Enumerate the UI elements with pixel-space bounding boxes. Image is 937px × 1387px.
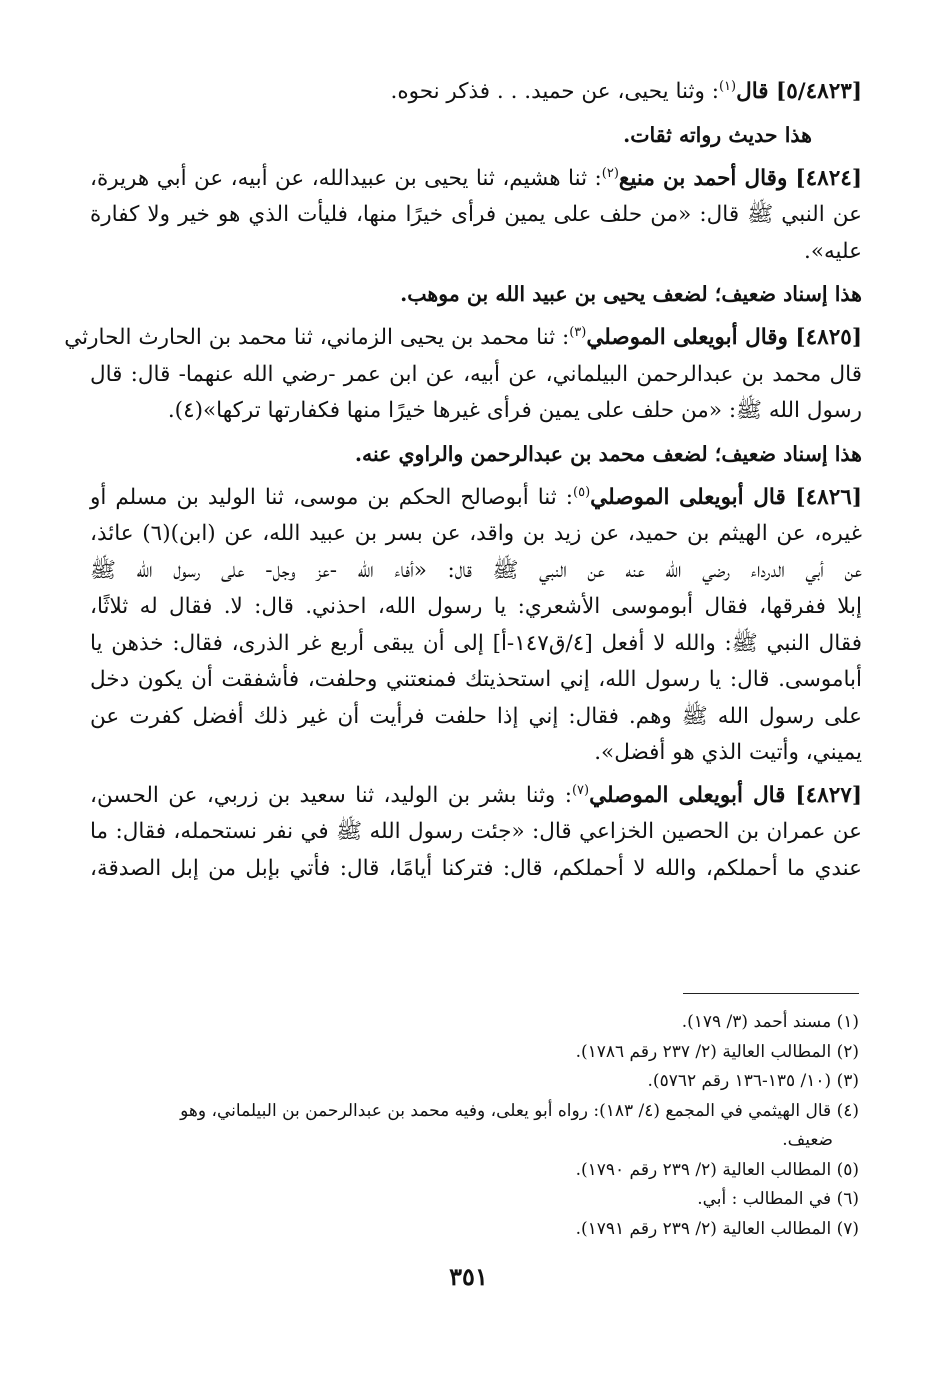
footnote-ref: (٢) xyxy=(601,165,619,181)
footnotes xyxy=(77,1008,859,1244)
grading-text: هذا إسناد ضعيف؛ لضعف محمد بن عبدالرحمن والراوي عنه. xyxy=(354,441,862,466)
footnote-ref: (٣) xyxy=(569,324,587,340)
text-line: على رسول الله ﷺ وهم. فقال: إني إذا حلفت فرأيت أن غير ذلك أفضل كفرت عن xyxy=(90,703,862,729)
grading-text: هذا حديث رواته ثقات. xyxy=(623,122,812,147)
hadith-lead: [٤٨٢٥] وقال أبويعلى الموصلي xyxy=(586,325,862,350)
footnote-5: (٥) المطالب العالية (٢/ ٢٣٩ رقم ١٧٩٠). xyxy=(575,1159,859,1180)
hadith-lead: [٤٨٢٧] قال أبويعلى الموصلي xyxy=(589,782,862,808)
hadith-lead: [٤٨٢٦] قال أبويعلى الموصلي xyxy=(590,484,862,510)
grading-note xyxy=(90,436,862,472)
footnote-6: (٦) في المطالب : أبي. xyxy=(697,1189,859,1209)
text-line: رسول الله ﷺ: «من حلف على يمين فرأى غيرها خيرًا منها فكفارتها تركها»(٤). xyxy=(167,398,862,423)
hadith-lead: [٥/٤٨٢٣] قال xyxy=(736,79,862,104)
text-line: عن أبي الدرداء رضي الله عنه عن النبي ﷺ قال: «أفاء الله -عز وجل- على رسول الله ﷺ xyxy=(90,557,862,583)
text-line: عندي ما أحملكم، والله لا أحملكم، قال: فتركنا أيامًا، قال: فأتي بإبل من إبل الصدقة، xyxy=(90,855,862,881)
hadith-lead: [٤٨٢٤] وقال أحمد بن منيع xyxy=(618,165,862,191)
hadith-4827 xyxy=(90,778,862,888)
line-text: : وثنا يحيى، عن حميد. . . فذكر نحوه. xyxy=(390,79,719,104)
grading-note xyxy=(90,117,862,153)
line-text: : ثنا محمد بن يحيى الزماني، ثنا محمد بن الحارث الحارثي xyxy=(64,325,570,350)
footnote-separator xyxy=(683,993,859,994)
footnote-4: (٤) قال الهيثمي في المجمع (٤/ ١٨٣): رواه أبو يعلى، وفيه محمد بن عبدالرحمن بن البيلماني، وهو xyxy=(180,1100,859,1121)
text-line: قال محمد بن عبدالرحمن البيلماني، عن أبيه، عن ابن عمر -رضي الله عنهما- قال: قال xyxy=(90,361,862,387)
text-line xyxy=(90,74,862,111)
text-line xyxy=(90,161,862,198)
text-line: عن عمران بن الحصين الخزاعي قال: «جئت رسول الله ﷺ في نفر نستحمله، فقال: ما xyxy=(90,819,862,844)
text-line: عن النبي ﷺ قال: «من حلف على يمين فرأى خيرًا منها، فليأت الذي هو خير ولا كفارة xyxy=(90,202,862,227)
footnote-3: (٣) (١٠/ ١٣٥-١٣٦ رقم ٥٧٦٢). xyxy=(647,1071,859,1091)
hadith-4825 xyxy=(64,320,862,430)
text-line: أباموسى. قال: يا رسول الله، إني استحذيتك فمنعتني وحلفت، فأشفقت أن يكون دخل xyxy=(90,667,862,692)
hadith-4826 xyxy=(90,480,862,772)
grading-text: هذا إسناد ضعيف؛ لضعف يحيى بن عبيد الله بن موهب. xyxy=(400,282,862,306)
line-text: : ثنا أبوصالح الحكم بن موسى، ثنا الوليد بن مسلم أو xyxy=(90,484,574,510)
text-line: يميني، وأتيت الذي هو أفضل». xyxy=(594,740,862,765)
text-line xyxy=(90,778,862,815)
text-line: غيره، عن الهيثم بن حميد، عن زيد بن واقد، عن بسر بن عبيد الله، عن (ابن)(٦) عائذ، xyxy=(90,521,863,546)
footnote-ref: (١) xyxy=(718,78,737,94)
text-line: إبلا ففرقها، فقال أبوموسى الأشعري: يا رسول الله، احذني. قال: لا. فقال له ثلاثًا، xyxy=(90,594,862,619)
hadith-4823 xyxy=(90,74,862,111)
hadith-4824 xyxy=(90,161,862,271)
text-line: عليه». xyxy=(804,238,862,264)
main-text xyxy=(64,74,863,893)
text-line xyxy=(64,320,862,357)
footnote-2: (٢) المطالب العالية (٢/ ٢٣٧ رقم ١٧٨٦). xyxy=(575,1041,859,1062)
footnote-1: (١) مسند أحمد (٣/ ١٧٩). xyxy=(681,1012,859,1032)
footnote-4-continued: ضعيف. xyxy=(782,1130,833,1150)
footnote-ref: (٧) xyxy=(571,782,590,798)
line-text: : وثنا بشر بن الوليد، ثنا سعيد بن زربي، عن الحسن، xyxy=(90,782,572,808)
footnote-7: (٧) المطالب العالية (٢/ ٢٣٩ رقم ١٧٩١). xyxy=(575,1218,859,1239)
footnote-ref: (٥) xyxy=(573,484,591,500)
line-text: : ثنا هشيم، ثنا يحيى بن عبيدالله، عن أبيه، عن أبي هريرة، xyxy=(90,165,602,191)
grading-note xyxy=(90,276,862,312)
page-number: ٣٥١ xyxy=(449,1262,488,1291)
text-line xyxy=(90,480,862,517)
text-line: فقال النبي ﷺ: والله لا أفعل [٤/ق١٤٧-أ] إلى أن يبقى أربع غر الذرى، فقال: خذهن يا xyxy=(90,630,863,656)
